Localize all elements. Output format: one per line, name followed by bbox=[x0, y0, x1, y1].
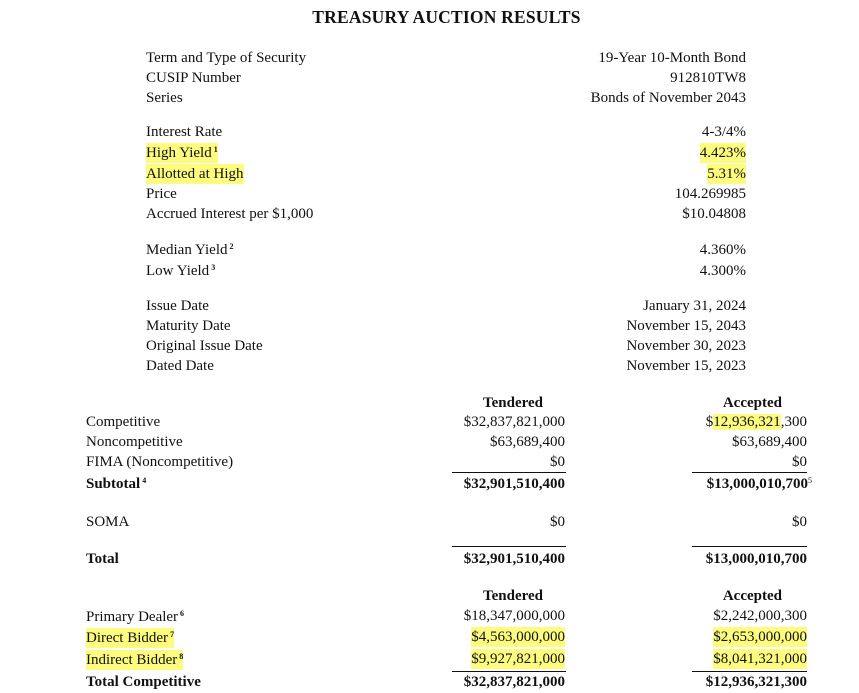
footnote-ref: 7 bbox=[170, 630, 175, 639]
interest-rate-value: 4-3/4% bbox=[701, 124, 746, 140]
total-competitive-tendered: $32,837,821,000 bbox=[463, 674, 565, 690]
noncompetitive-accepted: $63,689,400 bbox=[732, 434, 807, 450]
accepted-header-2: Accepted bbox=[722, 588, 782, 604]
footnote-ref: 2 bbox=[229, 242, 234, 251]
price-label: Price bbox=[146, 186, 177, 202]
allotted-label: Allotted at High bbox=[146, 166, 244, 182]
fima-tendered: $0 bbox=[550, 454, 565, 470]
direct-bidder-tendered: $4,563,000,000 bbox=[471, 629, 565, 645]
indirect-bidder-label-text: Indirect Bidder bbox=[86, 652, 178, 668]
cusip-value: 912810TW8 bbox=[670, 70, 746, 86]
fima-label: FIMA (Noncompetitive) bbox=[86, 454, 234, 470]
median-yield-label bbox=[146, 240, 234, 260]
subtotal-accepted bbox=[707, 474, 812, 494]
footnote-ref: 3 bbox=[211, 263, 216, 272]
maturity-date-value: November 15, 2043 bbox=[626, 318, 746, 334]
accepted-header: Accepted bbox=[722, 395, 782, 411]
term-value: 19-Year 10-Month Bond bbox=[598, 50, 746, 66]
direct-bidder-accepted: $2,653,000,000 bbox=[713, 629, 807, 645]
soma-label: SOMA bbox=[86, 514, 130, 530]
series-label: Series bbox=[146, 90, 183, 106]
competitive-label: Competitive bbox=[86, 414, 161, 430]
issue-date-label: Issue Date bbox=[146, 298, 209, 314]
competitive-accepted bbox=[706, 412, 807, 432]
primary-dealer-tendered: $18,347,000,000 bbox=[463, 608, 565, 624]
subtotal-rule-tendered bbox=[452, 472, 566, 473]
primary-dealer-label-text: Primary Dealer bbox=[86, 609, 179, 625]
document-title: TREASURY AUCTION RESULTS bbox=[312, 7, 581, 27]
noncompetitive-tendered: $63,689,400 bbox=[490, 434, 565, 450]
price-value: 104.269985 bbox=[674, 186, 746, 202]
footnote-ref: 8 bbox=[179, 652, 184, 661]
tendered-header: Tendered bbox=[482, 395, 543, 411]
series-value: Bonds of November 2043 bbox=[590, 90, 746, 106]
low-yield-label bbox=[146, 261, 215, 281]
accepted-highlight: 12,936,321 bbox=[713, 414, 781, 430]
indirect-bidder-tendered: $9,927,821,000 bbox=[471, 651, 565, 667]
dated-date-label: Dated Date bbox=[146, 358, 214, 374]
allotted-value: 5.31% bbox=[707, 166, 746, 182]
total-accepted: $13,000,010,700 bbox=[705, 551, 807, 567]
median-yield-label-text: Median Yield bbox=[146, 242, 228, 258]
accrued-value: $10.04808 bbox=[682, 206, 746, 222]
original-issue-date-value: November 30, 2023 bbox=[626, 338, 746, 354]
indirect-bidder-accepted: $8,041,321,000 bbox=[713, 651, 807, 667]
high-yield-label-text: High Yield bbox=[146, 145, 212, 161]
fima-accepted: $0 bbox=[792, 454, 807, 470]
issue-date-value: January 31, 2024 bbox=[643, 298, 746, 314]
total-rule-tendered bbox=[452, 546, 566, 547]
footnote-ref: 5 bbox=[808, 476, 812, 485]
total-competitive-label: Total Competitive bbox=[86, 674, 201, 690]
accepted-suffix: ,300 bbox=[780, 414, 807, 430]
tendered-header-2: Tendered bbox=[482, 588, 543, 604]
subtotal-rule-accepted bbox=[692, 472, 807, 473]
subtotal-tendered: $32,901,510,400 bbox=[463, 476, 565, 492]
maturity-date-label: Maturity Date bbox=[146, 318, 231, 334]
soma-tendered: $0 bbox=[550, 514, 565, 530]
dated-date-value: November 15, 2023 bbox=[626, 358, 746, 374]
high-yield-value: 4.423% bbox=[699, 145, 746, 161]
footnote-ref: 4 bbox=[142, 476, 147, 485]
subtotal-label bbox=[86, 474, 146, 494]
soma-accepted: $0 bbox=[792, 514, 807, 530]
accrued-label: Accrued Interest per $1,000 bbox=[146, 206, 314, 222]
total-rule-accepted bbox=[692, 546, 807, 547]
direct-bidder-label-text: Direct Bidder bbox=[86, 630, 169, 646]
high-yield-label bbox=[146, 143, 218, 163]
footnote-ref: 6 bbox=[180, 609, 185, 618]
direct-bidder-label bbox=[86, 628, 174, 648]
noncompetitive-label: Noncompetitive bbox=[86, 434, 183, 450]
interest-rate-label: Interest Rate bbox=[146, 124, 223, 140]
median-yield-value: 4.360% bbox=[699, 242, 746, 258]
term-label: Term and Type of Security bbox=[146, 50, 307, 66]
total-tendered: $32,901,510,400 bbox=[463, 551, 565, 567]
competitive-tendered: $32,837,821,000 bbox=[463, 414, 565, 430]
primary-dealer-label bbox=[86, 607, 184, 627]
accepted-prefix: $ bbox=[705, 414, 714, 430]
total-competitive-accepted: $12,936,321,300 bbox=[705, 674, 807, 690]
low-yield-label-text: Low Yield bbox=[146, 263, 210, 279]
low-yield-value: 4.300% bbox=[699, 263, 746, 279]
original-issue-date-label: Original Issue Date bbox=[146, 338, 263, 354]
total-label: Total bbox=[86, 551, 119, 567]
cusip-label: CUSIP Number bbox=[146, 70, 241, 86]
indirect-bidder-label bbox=[86, 650, 183, 670]
subtotal-accepted-text: $13,000,010,700 bbox=[706, 476, 808, 492]
primary-dealer-accepted: $2,242,000,300 bbox=[713, 608, 807, 624]
subtotal-label-text: Subtotal bbox=[86, 476, 141, 492]
footnote-ref: 1 bbox=[213, 145, 218, 154]
